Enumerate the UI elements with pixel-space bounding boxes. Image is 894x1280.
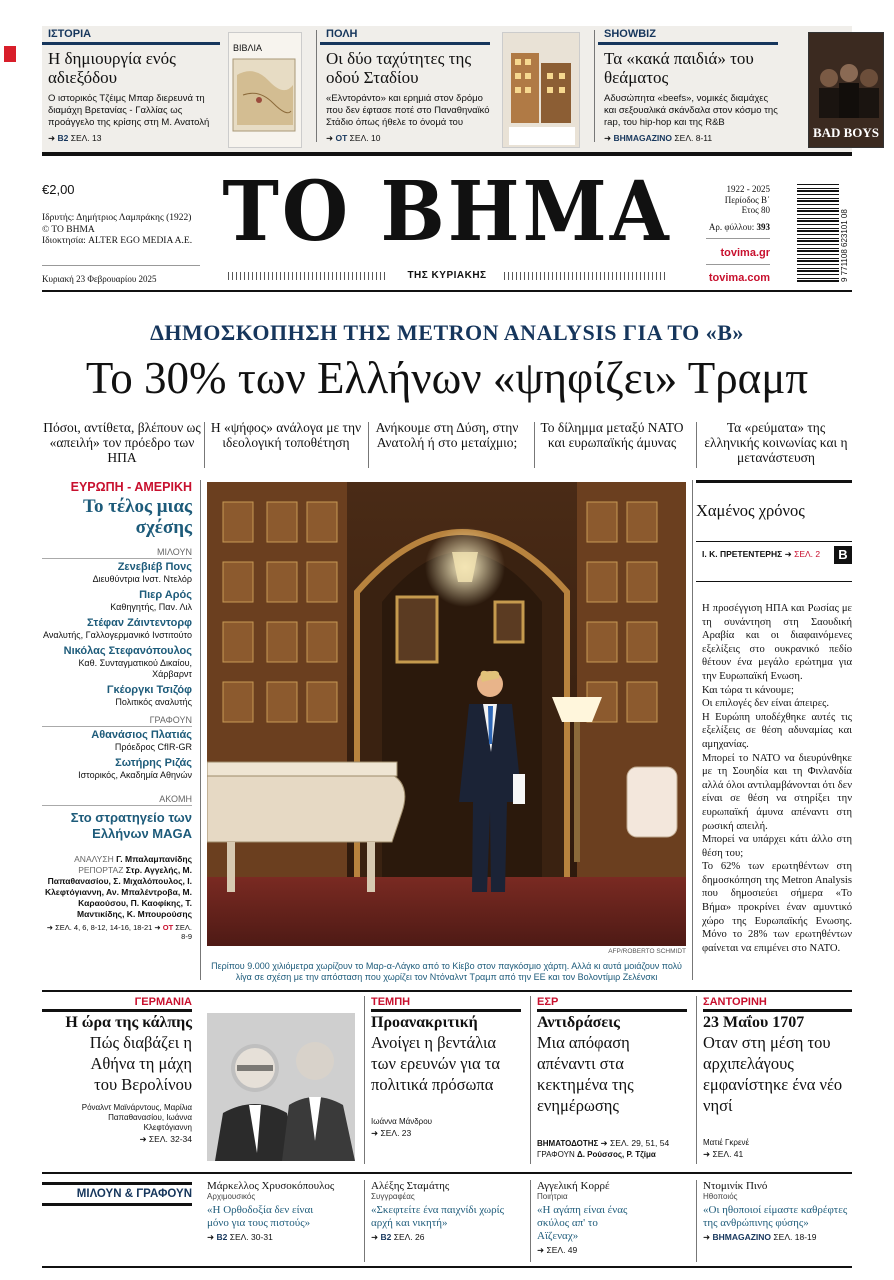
section-rule <box>42 990 852 992</box>
masthead-subtitle: ΤΗΣ ΚΥΡΙΑΚΗΣ <box>407 270 487 281</box>
story-esr[interactable] <box>537 996 687 1159</box>
germany-photo[interactable] <box>207 1013 355 1161</box>
issue-number: Αρ. φύλλου: 393 <box>708 222 770 232</box>
editorial-page: ΣΕΛ. 2 <box>794 549 821 559</box>
speaker-role: Πολιτικός αναλυτής <box>115 697 192 707</box>
writer-name: Σωτήρης Ριζάς <box>115 757 192 769</box>
interview-ref: ➜ ΣΕΛ. 49 <box>537 1245 578 1255</box>
teaser-history[interactable] <box>42 26 312 148</box>
editorial-paragraph: Οι επιλογές δεν είναι άπειρες. <box>702 698 829 710</box>
edge-red-mark <box>4 46 16 62</box>
story-body: Οταν στη μέση του αρχιπελάγους εμφανίστηκε ένα νέο νησί <box>703 1033 843 1115</box>
story-head: 23 Μαΐου 1707 <box>703 1014 805 1031</box>
interview-quote: «Η Ορθοδοξία δεν είναι μόνο για τους πιστούς» <box>207 1204 314 1229</box>
teaser-ref: ➜ ΒΗMAGAZINO ΣΕΛ. 8-11 <box>604 133 713 143</box>
teaser-divider <box>594 30 595 142</box>
editorial-paragraph: Μπορεί το ΝΑΤΟ να διευρύνθηκε με τη Σουηδία και τη Φινλανδία αλλά όλοι αντιλαμβάνονται ότι δεν είναι σε θέση να στηρίξει την ευρωπαϊκή άμυνα απέναντι στη ρωσική απειλή. <box>702 752 852 832</box>
map-thumbnail-icon <box>229 55 302 145</box>
speaker-name: Γκέοργκι Τσιζόφ <box>106 684 192 696</box>
column-divider <box>696 996 697 1164</box>
editorial-paragraph: Η προσέγγιση ΗΠΑ και Ρωσίας με τη συνάντηση στη Σαουδική Αραβία και οι διαφαινόμενες εξελίξεις στο ουκρανικό πεδίο θέτουν ένα μεγάλο ερώτημα για την Ευρωπαϊκή Ενωση. <box>702 603 852 682</box>
story-kicker: ΓΕΡΜΑΝΙΑ <box>42 996 192 1012</box>
interview-ref: ➜ Β2 ΣΕΛ. 26 <box>371 1232 425 1242</box>
story-byline: Ρόναλντ Μαϊνάρντους, Μαρίλια Παπαθανασίου, Ιωάννα Κλεφτόγιαννη <box>81 1103 192 1132</box>
story-head: Αντιδράσεις <box>537 1014 620 1031</box>
teaser-title: Οι δύο ταχύτητες της οδού Σταδίου <box>326 49 472 87</box>
interview-name: Αγγελική Κορρέ <box>537 1180 610 1192</box>
interview-item[interactable] <box>371 1180 521 1243</box>
vima-badge-icon: Β <box>834 546 852 564</box>
story-head: Προανακριτική <box>371 1014 478 1031</box>
pages-ref[interactable]: ➜ ΣΕΛ. 4, 6, 8-12, 14-16, 18-21 ➜ ΟΤ ΣΕΛ. 8-9 <box>46 923 192 941</box>
story-ref: ➜ ΣΕΛ. 41 <box>703 1149 744 1159</box>
teaser-thumbnail <box>502 32 580 148</box>
website-gr[interactable]: tovima.gr <box>720 247 770 259</box>
story-kicker: ΤΕΜΠΗ <box>371 996 521 1012</box>
editorial-author: Ι. Κ. ΠΡΕΤΕΝΤΕΡΗΣ <box>702 549 783 559</box>
story-santorini[interactable] <box>703 996 852 1160</box>
website-com[interactable]: tovima.com <box>708 272 770 284</box>
column-divider <box>530 996 531 1164</box>
speaker-name: Ζενεβιέβ Πονς <box>117 561 192 573</box>
column-divider <box>364 1180 365 1262</box>
column-divider <box>364 996 365 1164</box>
story-byline: ΒΗΜΑΤΟΔΟΤΗΣ ➜ ΣΕΛ. 29, 51, 54 <box>537 1138 670 1148</box>
lead-point: Το δίλημμα μεταξύ ΝΑΤΟ και ευρωπαϊκής άμυνας <box>540 420 684 450</box>
barcode-icon <box>797 182 839 282</box>
writer-name: Αθανάσιος Πλατιάς <box>91 729 192 741</box>
story-tempi[interactable] <box>371 996 521 1139</box>
interview-ref: ➜ ΒΗMAGAZINO ΣΕΛ. 18-19 <box>703 1232 817 1242</box>
interview-quote: «Σκεφτείτε ένα παιχνίδι χωρίς αρχή και νικητή» <box>371 1204 504 1229</box>
lead-points <box>42 420 852 472</box>
year-number: Ετος 80 <box>741 205 770 215</box>
story-body: Μια απόφαση απέναντι στα κεκτημένα της ενημέρωσης <box>537 1033 634 1115</box>
masthead-logo: ΤΟ ΒΗΜΑ <box>222 163 672 260</box>
teaser-ref: ➜ Β2 ΣΕΛ. 13 <box>48 133 102 143</box>
speak-write-label: ΜΙΛΟΥΝ & ΓΡΑΦΟΥΝ <box>42 1182 192 1206</box>
point-divider <box>204 422 205 468</box>
editorial-paragraph: Η Ευρώπη υποδέχθηκε αυτές τις εξελίξεις σε θέση αδυναμίας και αμηχανίας. <box>702 711 852 750</box>
issue-date: Κυριακή 23 Φεβρουαρίου 2025 <box>42 274 157 284</box>
story-body: Ανοίγει η βεντάλια των ερευνών για τα πολιτικά πρόσωπα <box>371 1033 501 1094</box>
imprint <box>42 213 217 248</box>
column-divider <box>200 480 201 980</box>
story-head: Η ώρα της κάλπης <box>65 1014 192 1031</box>
thumb-label: BAD BOYS <box>812 125 880 140</box>
speaker-role: Καθηγητής, Παν. Λιλ <box>110 602 192 612</box>
teaser-dek: Ο ιστορικός Τζέιμς Μπαρ διερευνά τη διαμάχη Βρετανίας - Γαλλίας ως προάγγελο της κρίσης στη Μ. Ανατολή <box>48 93 210 128</box>
interview-item[interactable] <box>537 1180 687 1256</box>
column-divider <box>530 1180 531 1262</box>
trump-mar-a-lago-photo-icon <box>207 482 686 946</box>
point-divider <box>696 422 697 468</box>
lead-overline: ΔΗΜΟΣΚΟΠΗΣΗ ΤΗΣ METRON ANALYSIS ΓΙΑ ΤΟ «Β» <box>150 320 744 345</box>
left-kicker: ΕΥΡΩΠΗ - ΑΜΕΡΙΚΗ <box>70 480 192 494</box>
teaser-thumbnail <box>228 32 302 148</box>
bottom-rule <box>42 1266 852 1268</box>
editorial-title[interactable]: Χαμένος χρόνος <box>696 501 805 520</box>
interview-role: Αρχιμουσικός <box>207 1192 256 1201</box>
interview-name: Αλέξης Σταμάτης <box>371 1180 450 1192</box>
writer-role: Ιστορικός, Ακαδημία Αθηνών <box>78 770 192 780</box>
interview-role: Συγγραφέας <box>371 1192 415 1201</box>
lead-point: Η «ψήφος» ανάλογα με την ιδεολογική τοποθέτηση <box>210 420 362 450</box>
story-kicker: ΕΣΡ <box>537 996 687 1012</box>
column-divider <box>696 1180 697 1262</box>
story-ref: ➜ ΣΕΛ. 32-34 <box>139 1134 192 1144</box>
credits: ΑΝΑΛΥΣΗ Γ. Μπαλαμπανίδης ΡΕΠΟΡΤΑΖ Στρ. Αγγελής, Μ. Παπαθανασίου, Σ. Μιχαλόπουλος, Ι. Κλεφτόγιαννη, Αν. Μπαλέντροβα, Μ. Καραούσου, Π. Καοφίκης, Τ. Μαντικίδης, Κ. Μπουρούσης <box>44 854 192 919</box>
period: Περίοδος Β΄ <box>724 194 770 205</box>
interview-name: Ντομινίκ Πινό <box>703 1180 768 1192</box>
story-germany[interactable] <box>42 996 192 1145</box>
founder: Ιδρυτής: Δημήτριος Λαμπράκης (1922) <box>42 213 192 223</box>
speaker-role: Αναλυτής, Γαλλογερμανικό Ινστιτούτο <box>43 630 192 640</box>
editorial-paragraph: Το 62% των ερωτηθέντων στη δημοσκόπηση της Metron Analysis που δημοσιεύει σήμερα «Το Βήμα» προκρίνει έναν αμυντικό χώρο της Ευρωπαϊκής Ενωσης. Μόνο το 28% των ερωτηθέντων φαίνεται να επιμένει στο ΝΑΤΟ. <box>702 861 852 954</box>
teaser-title: Η δημιουργία ενός αδιεξόδου <box>48 49 176 87</box>
teaser-title: Τα «κακά παιδιά» του θεάματος <box>604 49 754 87</box>
also-heading: ΑΚΟΜΗ <box>42 793 192 806</box>
rule <box>706 264 770 265</box>
editorial-body <box>696 581 852 955</box>
rule <box>706 238 770 239</box>
story-byline: Ιωάννα Μάνδρου <box>371 1117 433 1126</box>
teaser-kicker: ΠΟΛΗ <box>320 26 490 45</box>
teaser-divider <box>316 30 317 142</box>
lead-point: Τα «ρεύματα» της ελληνικής κοινωνίας και η μετανάστευση <box>704 420 848 465</box>
speaker-role: Διευθύντρια Ινστ. Ντελόρ <box>92 574 192 584</box>
interview-role: Ηθοποιός <box>703 1192 738 1201</box>
left-column <box>42 480 192 941</box>
speaker-name: Στέφαν Ζάιντεντορφ <box>87 617 192 629</box>
rule <box>42 265 200 266</box>
price: €2,00 <box>42 182 75 197</box>
masthead-ornament-right <box>504 272 666 280</box>
teaser-kicker: ΙΣΤΟΡΙΑ <box>42 26 220 45</box>
teaser-thumbnail <box>808 32 884 148</box>
editorial-paragraph: Μπορεί να υπάρχει κάτι άλλο στη θέση του; <box>702 834 852 859</box>
politicians-photo-icon <box>207 1013 355 1161</box>
writer-role: Πρόεδρος CfIR-GR <box>114 742 192 752</box>
teaser-dek: Αδυσώπητα «beefs», νομικές διαμάχες και σεξουαλικά σκάνδαλα στον κόσμο της rap, του hip-hop και της R&B <box>604 93 778 128</box>
masthead-ornament-left <box>228 272 388 280</box>
speakers-heading: ΜΙΛΟΥΝ <box>42 546 192 559</box>
also-title[interactable]: Στο στρατηγείο των Ελλήνων MAGA <box>70 810 192 841</box>
years: 1922 - 2025 <box>726 184 770 194</box>
lead-headline[interactable]: Το 30% των Ελλήνων «ψηφίζει» Τραμπ <box>85 353 809 403</box>
interview-role: Ποιήτρια <box>537 1192 568 1201</box>
point-divider <box>534 422 535 468</box>
teaser-showbiz[interactable] <box>598 26 880 148</box>
masthead-rule <box>42 290 852 292</box>
story-byline-2: ΓΡΑΦΟΥΝ Δ. Ρούσσος, Ρ. Τζίμα <box>537 1150 656 1159</box>
cast-list <box>42 546 192 806</box>
interview-item[interactable] <box>207 1180 357 1243</box>
copyright: © ΤΟ ΒΗΜΑ <box>42 224 95 235</box>
interview-item[interactable] <box>703 1180 852 1243</box>
section-rule <box>42 1172 852 1174</box>
speaker-role: Καθ. Συνταγματικού Δικαίου, Χάρβαρντ <box>78 658 192 679</box>
story-ref: ➜ ΣΕΛ. 23 <box>371 1128 412 1138</box>
point-divider <box>368 422 369 468</box>
building-photo-icon <box>503 33 580 148</box>
barcode-number: 9 771108 623101 08 <box>840 209 849 282</box>
speaker-name: Πιερ Αρός <box>139 589 192 601</box>
thumb-label: ΒΙΒΛΙΑ <box>233 43 263 53</box>
writers-heading: ΓΡΑΦΟΥΝ <box>42 714 192 727</box>
lead-point: Πόσοι, αντίθετα, βλέπουν ως «απειλή» τον πρόεδρο των ΗΠΑ <box>43 420 201 465</box>
lead-photo[interactable] <box>207 482 686 946</box>
teaser-dek: «Ελντοράντο» και ερημιά στον δρόμο που δεν έφτασε ποτέ στο Παναθηναϊκό Στάδιο όπως ήθελε το όνομά του <box>326 93 490 128</box>
lead-point: Ανήκουμε στη Δύση, στην Ανατολή ή στο μεταίχμιο; <box>375 420 519 450</box>
owner: Ιδιοκτησία: ALTER EGO MEDIA A.E. <box>42 236 193 246</box>
interview-quote: «Οι ηθοποιοί είμαστε καθρέφτες της ανθρώπινης φύσης» <box>703 1204 848 1229</box>
teaser-strip <box>42 26 880 156</box>
column-divider <box>692 480 693 980</box>
speaker-name: Νικόλας Στεφανόπουλος <box>63 645 192 657</box>
editorial <box>696 480 852 955</box>
edition-info <box>690 184 770 216</box>
editorial-paragraph: Και τώρα τι κάνουμε; <box>702 684 794 696</box>
interview-name: Μάρκελλος Χρυσοκόπουλος <box>207 1180 335 1192</box>
editorial-byline: Ι. Κ. ΠΡΕΤΕΝΤΕΡΗΣ ➜ ΣΕΛ. 2 Β <box>696 541 852 563</box>
interview-ref: ➜ Β2 ΣΕΛ. 30-31 <box>207 1232 273 1242</box>
photo-credit: AFP/ROBERTO SCHMIDT <box>608 948 686 955</box>
story-kicker: ΣΑΝΤΟΡΙΝΗ <box>703 996 852 1012</box>
story-byline: Ματιέ Γκρενέ <box>703 1138 750 1147</box>
story-body: Πώς διαβάζει η Αθήνα τη μάχη του Βερολίνου <box>89 1033 192 1094</box>
teaser-kicker: SHOWBIZ <box>598 26 778 45</box>
interview-quote: «Η αγάπη είναι ένας σκύλος απ' το Αϊζεναχ» <box>537 1204 628 1242</box>
left-title[interactable]: Το τέλος μιας σχέσης <box>83 496 192 538</box>
teaser-ref: ➜ ΟΤ ΣΕΛ. 10 <box>326 133 381 143</box>
teaser-city[interactable] <box>320 26 590 148</box>
photo-caption: Περίπου 9.000 χιλιόμετρα χωρίζουν το Μαρ-α-Λάγκο από το Κίεβο στον παγκόσμιο χάρτη. Αλλά κι αυτά μοιάζουν πολύ λίγα σε σχέση με την απόσταση που χωρίζει τον Ντόναλντ Τραμπ από την ΕΕ και τον Βολοντίμιρ Ζελένσκι <box>211 961 682 982</box>
